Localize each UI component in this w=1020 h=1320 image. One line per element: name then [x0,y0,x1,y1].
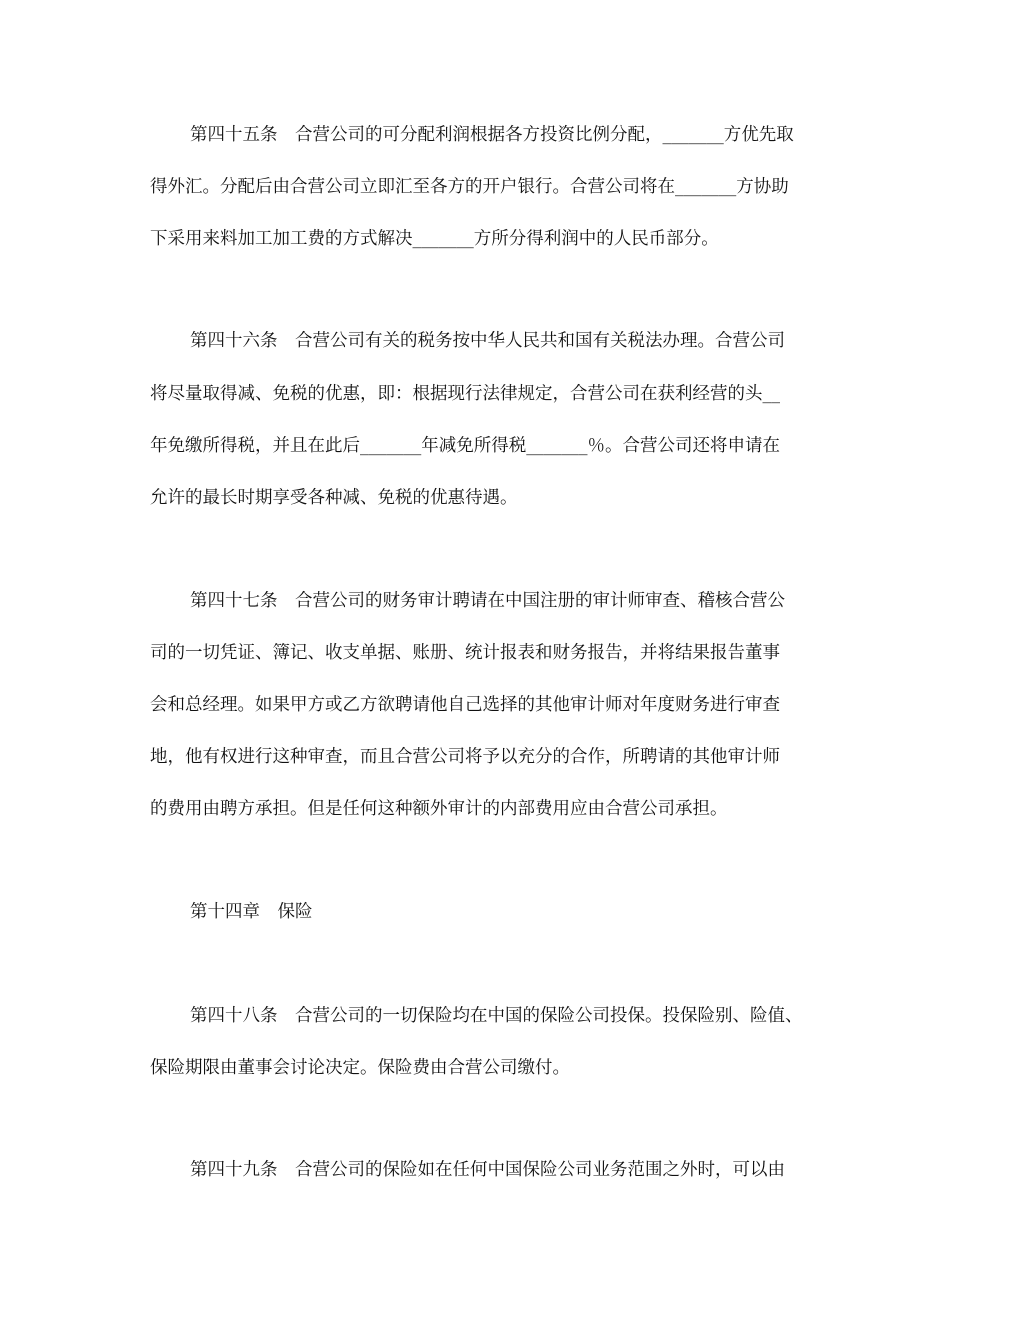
article-46-line-1: 第四十六条 合营公司有关的税务按中华人民共和国有关税法办理。合营公司 [190,331,785,351]
article-48-line-2: 保险期限由董事会讨论决定。保险费由合营公司缴付。 [150,1058,570,1078]
article-45-line-2: 得外汇。分配后由合营公司立即汇至各方的开户银行。合营公司将在_______方协助 [150,177,789,197]
article-47-line-1: 第四十七条 合营公司的财务审计聘请在中国注册的审计师审查、稽核合营公 [190,591,785,611]
article-49-line-1: 第四十九条 合营公司的保险如在任何中国保险公司业务范围之外时，可以由 [190,1160,785,1180]
article-47-line-3: 会和总经理。如果甲方或乙方欲聘请他自己选择的其他审计师对年度财务进行审查 [150,695,780,715]
article-47-line-2: 司的一切凭证、簿记、收支单据、账册、统计报表和财务报告，并将结果报告董事 [150,643,780,663]
article-47-line-4: 地，他有权进行这种审查，而且合营公司将予以充分的合作，所聘请的其他审计师 [150,747,780,767]
chapter-14-heading: 第十四章 保险 [190,902,313,922]
article-45-line-1: 第四十五条 合营公司的可分配利润根据各方投资比例分配，_______方优先取 [190,125,794,145]
article-46-line-2: 将尽量取得减、免税的优惠，即：根据现行法律规定，合营公司在获利经营的头__ [150,384,780,404]
article-46-line-3: 年免缴所得税，并且在此后_______年减免所得税_______％。合营公司还将申请在 [150,436,780,456]
article-46-line-4: 允许的最长时期享受各种减、免税的优惠待遇。 [150,488,518,508]
article-47-line-5: 的费用由聘方承担。但是任何这种额外审计的内部费用应由合营公司承担。 [150,799,728,819]
article-45-line-3: 下采用来料加工加工费的方式解决_______方所分得利润中的人民币部分。 [150,229,719,249]
article-48-line-1: 第四十八条 合营公司的一切保险均在中国的保险公司投保。投保险别、险值、 [190,1006,803,1026]
